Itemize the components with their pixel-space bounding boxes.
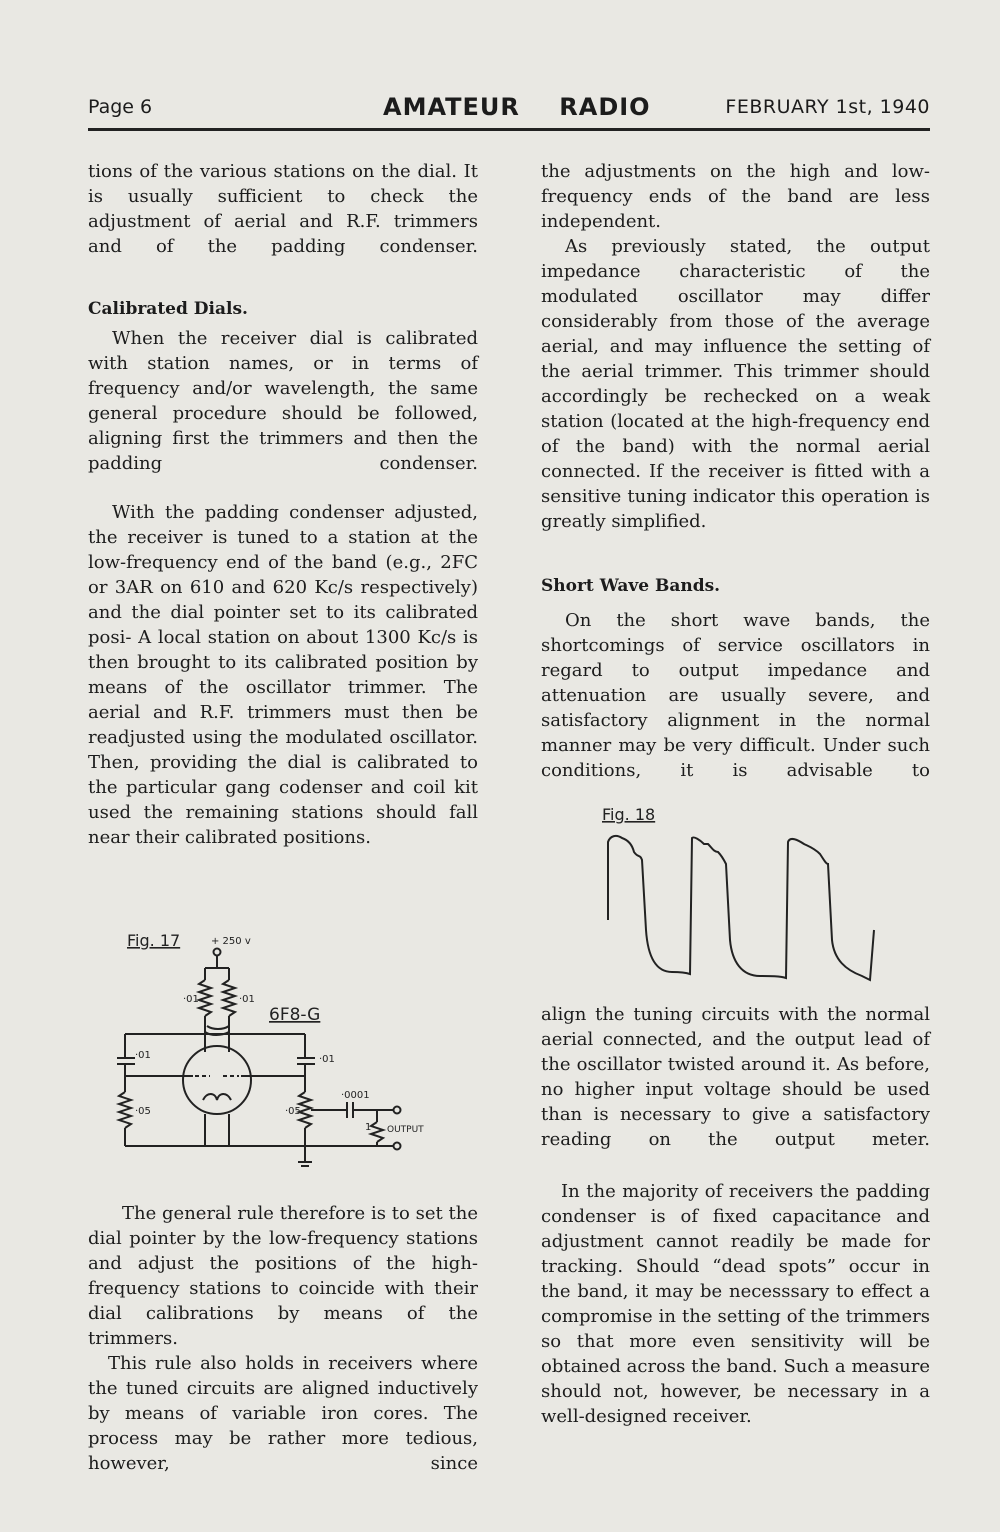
col2-paragraph-3: On the short wave bands, the shortcomings of service oscillators in regard to output impedance and attenuation are usually severe, and satisfactory alignment in the normal manner may be very difficult. Under such conditions, it is advisable to [541,610,930,781]
output-resistor-icon [371,1122,383,1142]
grid-resistor-left-icon [119,1092,131,1128]
tube-6f8g-icon [183,1046,251,1114]
fig17-r-left: ·05 [135,1106,151,1117]
fig17-circuit-diagram [115,930,475,1175]
fig17-r-right: ·05 [285,1106,301,1117]
supply-terminal-icon [214,949,221,956]
fig17-r-out: 1 [365,1122,372,1133]
col2-paragraph-4: align the tuning circuits with the normal aerial connected, and the output lead of the oscillator twisted around it. As before, no higher input voltage should be used than is necessary to give a satisfactory reading on the output meter. [541,1004,930,1150]
plate-resistor-right-icon [223,980,235,1016]
fig17-c-out: ·0001 [341,1090,370,1101]
issue-date: FEBRUARY 1st, 1940 [725,96,930,118]
col1-paragraph-5: This rule also holds in receivers where the tuned circuits are aligned inductively by means of variable iron cores. The process may be rather more tedious, however, since [88,1353,478,1474]
fig18-label: Fig. 18 [602,805,656,824]
col1-paragraph-3: With the padding condenser adjusted, the receiver is tuned to a station at the low-frequency end of the band (e.g., 2FC or 3AR on 610 and 620 Kc/s respectively) and the dial pointer set to its calibrated posi- A local station on about 1300 Kc/s is then brought to its calibrated position by means of the oscillator trimmer. The aerial and R.F. trimmers must then be readjusted using the modulated oscillator. Then, providing the dial is calibrated to the particular gang codenser and coil kit used the remaining stations should fall near their calibrated positions. [88,502,478,848]
fig17-output: OUTPUT [387,1125,424,1135]
plate-resistor-left-icon [199,980,211,1016]
output-terminal-top-icon [394,1107,401,1114]
fig17-c-left: ·01 [135,1050,151,1061]
col2-paragraph-2: As previously stated, the output impedance characteristic of the modulated oscillator may differ considerably from those of the average aerial, and may influence the setting of the aerial trimmer. This trimmer should accordingly be rechecked on a weak station (located at the high-frequency end of the band) with the normal aerial connected. If the receiver is fitted with a sensitive tuning indicator this operation is greatly simplified. [541,236,930,532]
fig17-tube: 6F8-G [269,1005,321,1025]
fig18-waveform [600,800,900,990]
journal-title: AMATEUR RADIO [383,93,651,121]
fig17-supply: + 250 v [211,936,251,947]
fig17-r-left-top: ·01 [183,994,199,1005]
output-terminal-bottom-icon [394,1143,401,1150]
col2-paragraph-1: the adjustments on the high and low-frequency ends of the band are less independent. [541,161,930,232]
col1-paragraph-4: The general rule therefore is to set the dial pointer by the low-frequency stations and adjust the positions of the high-frequency stations to coincide with their dial calibrations by means of the trimmers. [88,1203,478,1349]
page-header [88,93,930,130]
fig17-r-right-top: ·01 [239,994,255,1005]
col1-paragraph-1: tions of the various stations on the dial. It is usually sufficient to check the adjustment of aerial and R.F. trimmers and of the padding condenser. [88,161,478,257]
heading-calibrated-dials: Calibrated Dials. [88,299,248,319]
fig17-c-right: ·01 [319,1054,335,1065]
page-number: Page 6 [88,96,153,118]
fig17-label: Fig. 17 [127,931,181,950]
header-rule [88,128,930,131]
col1-paragraph-2: When the receiver dial is calibrated with station names, or in terms of frequency and/or wavelength, the same general procedure should be followed, aligning first the trimmers and then the padding condenser. [88,328,478,474]
col2-paragraph-5: In the majority of receivers the padding condenser is of fixed capacitance and adjustment cannot readily be made for tracking. Should “dead spots” occur in the band, it may be necesssary to effect a compromise in the setting of the trimmers so that more even sensitivity will be obtained across the band. Such a measure should not, however, be necessary in a well-designed receiver. [541,1181,930,1427]
square-wave-trace [608,836,874,980]
heading-short-wave-bands: Short Wave Bands. [541,576,721,596]
